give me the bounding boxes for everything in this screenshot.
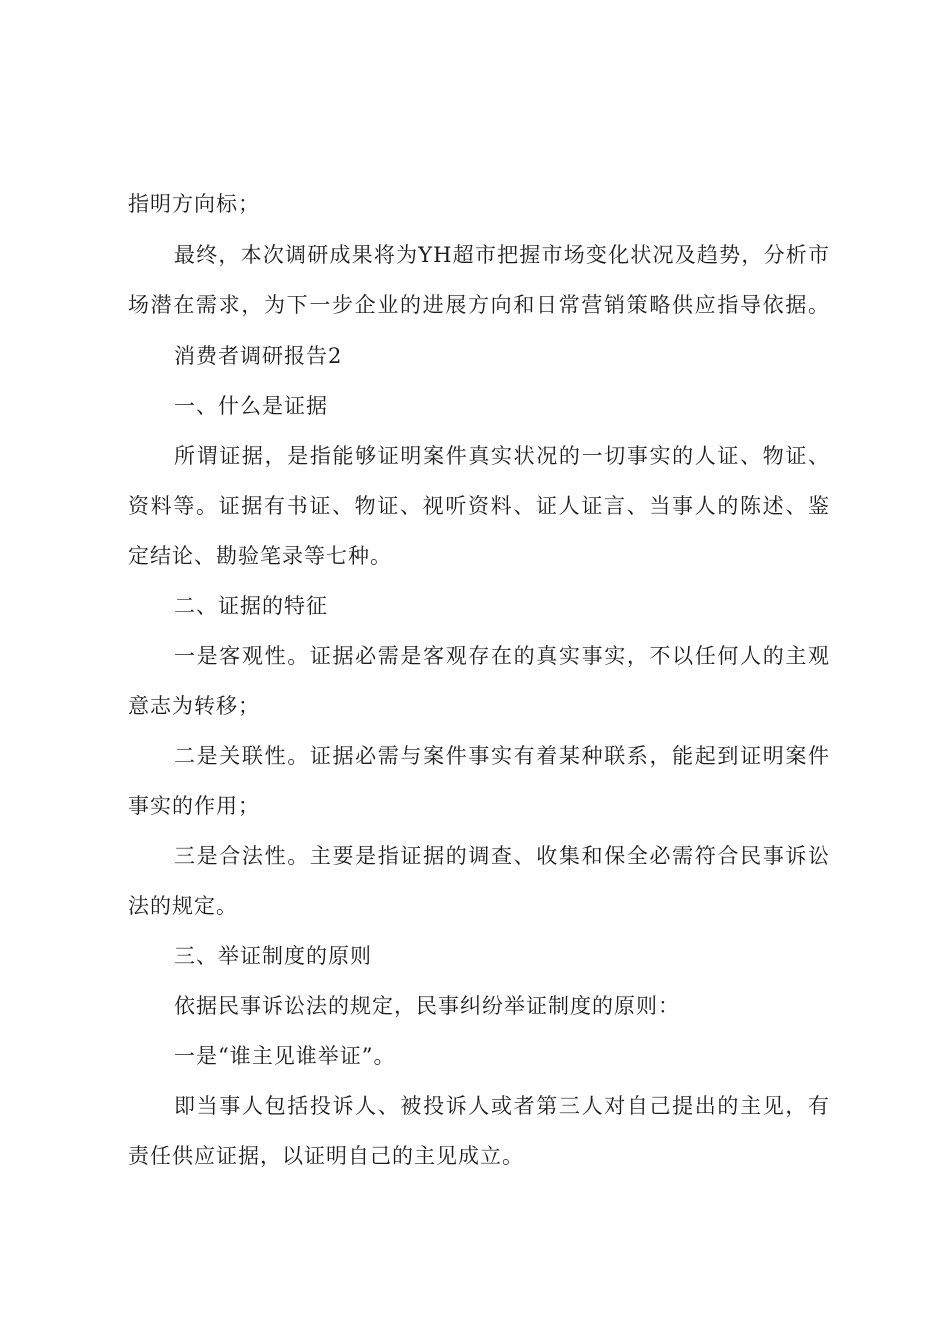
text-line: 法的规定。: [128, 894, 238, 918]
text-line: 场潜在需求，为下一步企业的进展方向和日常营销策略供应指导依据。: [128, 293, 830, 317]
heading: 三、举证制度的原则: [174, 944, 372, 968]
text-line: 一是客观性。证据必需是客观存在的真实事实，不以任何人的主观: [174, 644, 830, 668]
text-line: 一是“谁主见谁举证”。: [174, 1044, 396, 1068]
heading: 一、什么是证据: [174, 394, 328, 418]
text-line: 所谓证据，是指能够证明案件真实状况的一切事实的人证、物证、: [174, 444, 830, 468]
text-line: 三是合法性。主要是指证据的调查、收集和保全必需符合民事诉讼: [174, 844, 830, 868]
text-line: 定结论、勘验笔录等七种。: [128, 544, 392, 568]
text-line: 最终，本次调研成果将为YH超市把握市场变化状况及趋势，分析市: [174, 243, 830, 267]
heading: 二、证据的特征: [174, 594, 328, 618]
text-line: 即当事人包括投诉人、被投诉人或者第三人对自己提出的主见，有: [174, 1094, 830, 1118]
text-line: 资料等。证据有书证、物证、视听资料、证人证言、当事人的陈述、鉴: [128, 494, 830, 518]
text-line: 指明方向标；: [128, 192, 260, 216]
text-line: 事实的作用；: [128, 794, 260, 818]
section-title: 消费者调研报告2: [174, 344, 343, 368]
text-line: 二是关联性。证据必需与案件事实有着某种联系，能起到证明案件: [174, 744, 830, 768]
text-line: 依据民事诉讼法的规定，民事纠纷举证制度的原则：: [174, 994, 680, 1018]
text-line: 责任供应证据，以证明自己的主见成立。: [128, 1144, 524, 1168]
text-line: 意志为转移；: [128, 694, 260, 718]
